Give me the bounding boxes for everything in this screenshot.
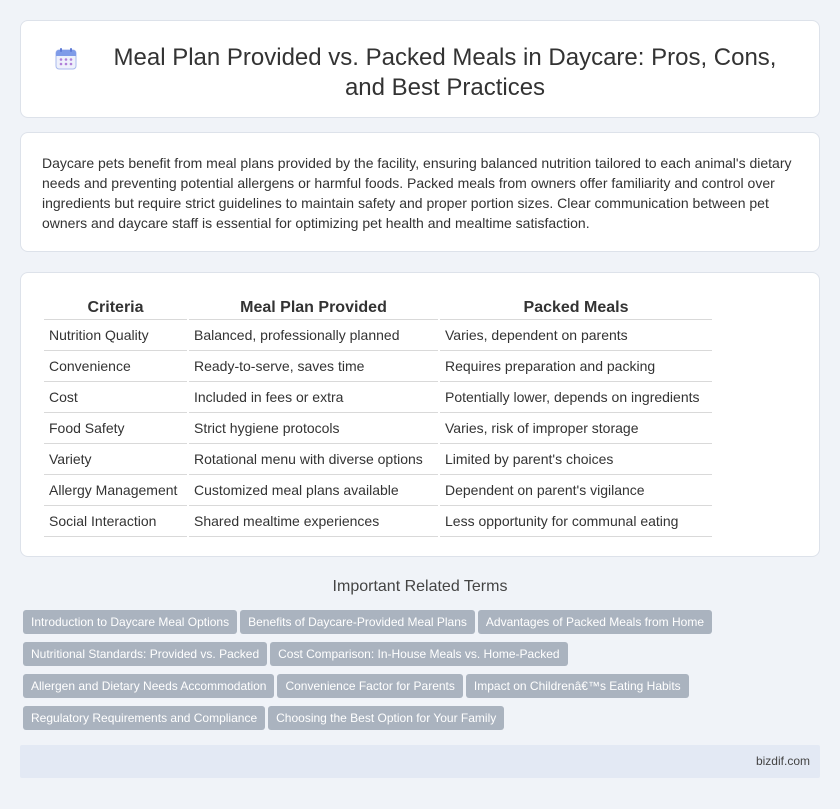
related-terms-heading: Important Related Terms xyxy=(332,578,508,595)
tag-row xyxy=(23,674,803,698)
related-term-tag[interactable]: Benefits of Daycare-Provided Meal Plans xyxy=(240,610,475,634)
criteria-cell: Social Interaction xyxy=(44,506,187,537)
meal-plan-cell: Customized meal plans available xyxy=(189,475,438,506)
criteria-cell: Variety xyxy=(44,444,187,475)
packed-meals-cell: Varies, dependent on parents xyxy=(440,320,712,351)
related-term-tag[interactable]: Advantages of Packed Meals from Home xyxy=(478,610,712,634)
related-term-tag[interactable]: Cost Comparison: In-House Meals vs. Home-Packed xyxy=(270,642,567,666)
footer-site-link[interactable]: bizdif.com xyxy=(755,754,810,768)
packed-meals-cell: Less opportunity for communal eating xyxy=(440,506,712,537)
table-row xyxy=(44,320,712,351)
meal-plan-cell: Rotational menu with diverse options xyxy=(189,444,438,475)
criteria-cell: Nutrition Quality xyxy=(44,320,187,351)
intro-paragraph: Daycare pets benefit from meal plans provided by the facility, ensuring balanced nutrition tailored to each animal's dietary needs and preventing potential allergens or harmful foods. Packed meals from owners offer familiarity and control over ingredients but require strict guidelines to maintain safety and proper portion sizes. Clear communication between pet owners and daycare staff is essential for optimizing pet health and mealtime satisfaction. xyxy=(42,155,792,231)
meal-plan-cell: Shared mealtime experiences xyxy=(189,506,438,537)
criteria-cell: Cost xyxy=(44,382,187,413)
packed-meals-cell: Requires preparation and packing xyxy=(440,351,712,382)
tag-row xyxy=(23,642,803,666)
table-header-row xyxy=(44,295,712,320)
related-term-tag[interactable]: Regulatory Requirements and Compliance xyxy=(23,706,265,730)
tag-row xyxy=(23,610,803,634)
footer-bar xyxy=(20,745,820,778)
table-row xyxy=(44,351,712,382)
related-terms-list xyxy=(23,610,803,738)
criteria-cell: Convenience xyxy=(44,351,187,382)
packed-meals-cell: Limited by parent's choices xyxy=(440,444,712,475)
related-term-tag[interactable]: Impact on Childrenâ€™s Eating Habits xyxy=(466,674,689,698)
page-title: Meal Plan Provided vs. Packed Meals in Daycare: Pros, Cons, and Best Practices xyxy=(113,44,777,101)
meal-plan-cell: Balanced, professionally planned xyxy=(189,320,438,351)
calendar-icon xyxy=(54,47,78,71)
header-card xyxy=(20,20,820,118)
packed-meals-cell: Dependent on parent's vigilance xyxy=(440,475,712,506)
criteria-cell: Food Safety xyxy=(44,413,187,444)
related-term-tag[interactable]: Nutritional Standards: Provided vs. Packed xyxy=(23,642,267,666)
table-row xyxy=(44,475,712,506)
column-header-packed-meals: Packed Meals xyxy=(440,295,712,320)
table-row xyxy=(44,444,712,475)
table-row xyxy=(44,506,712,537)
table-row xyxy=(44,382,712,413)
tag-row xyxy=(23,706,803,730)
comparison-table xyxy=(42,295,714,537)
criteria-cell: Allergy Management xyxy=(44,475,187,506)
packed-meals-cell: Potentially lower, depends on ingredients xyxy=(440,382,712,413)
packed-meals-cell: Varies, risk of improper storage xyxy=(440,413,712,444)
meal-plan-cell: Strict hygiene protocols xyxy=(189,413,438,444)
related-term-tag[interactable]: Introduction to Daycare Meal Options xyxy=(23,610,237,634)
meal-plan-cell: Ready-to-serve, saves time xyxy=(189,351,438,382)
related-term-tag[interactable]: Convenience Factor for Parents xyxy=(277,674,462,698)
related-term-tag[interactable]: Allergen and Dietary Needs Accommodation xyxy=(23,674,274,698)
comparison-card xyxy=(20,272,820,557)
related-term-tag[interactable]: Choosing the Best Option for Your Family xyxy=(268,706,504,730)
column-header-criteria: Criteria xyxy=(44,295,187,320)
meal-plan-cell: Included in fees or extra xyxy=(189,382,438,413)
table-row xyxy=(44,413,712,444)
column-header-meal-plan: Meal Plan Provided xyxy=(189,295,438,320)
intro-card xyxy=(20,132,820,252)
